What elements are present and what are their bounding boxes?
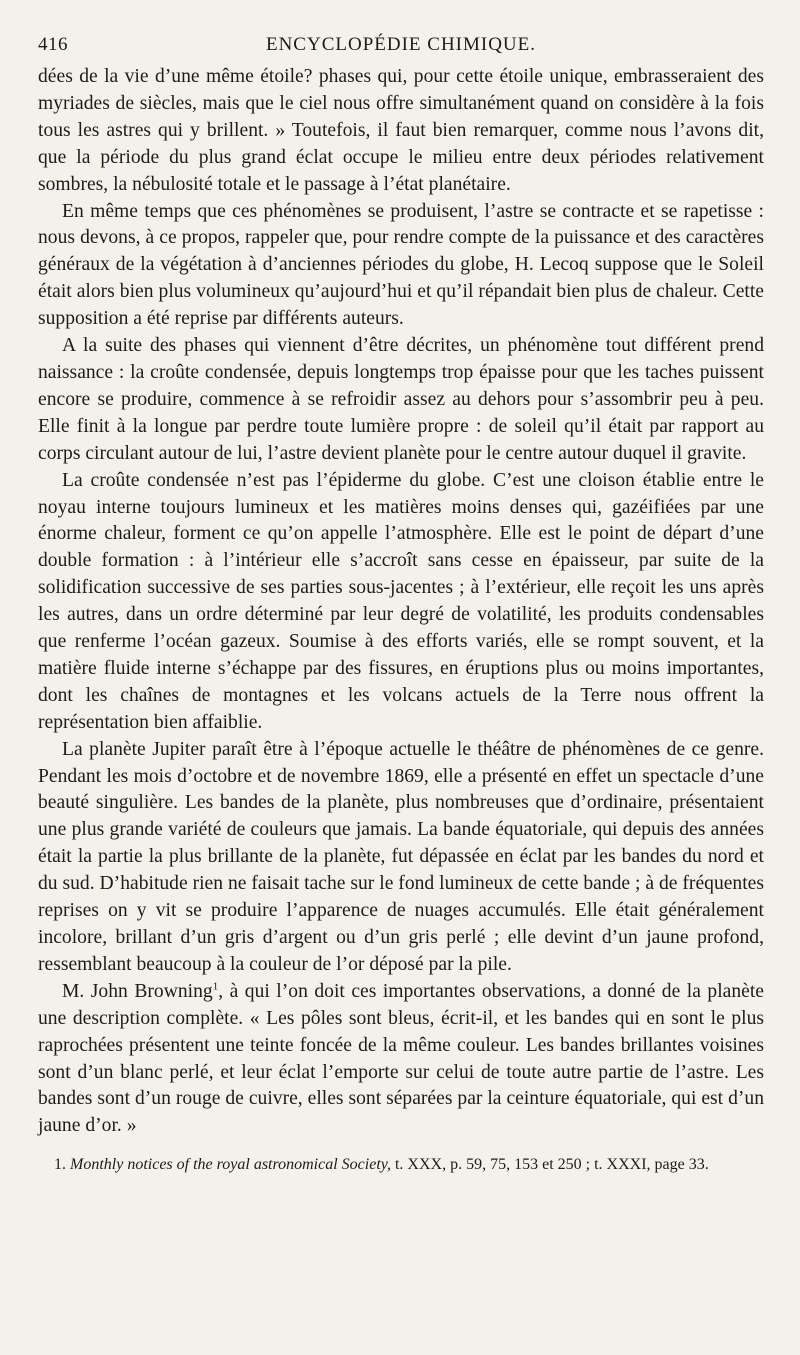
- paragraph-continuation: dées de la vie d’une même étoile? phases qui, pour cette étoile unique, embrasseraient des myriades de siècles, mais que le ciel nous offre simultanément quand on considère à la fois tous les astres qui y brillent. » Toutefois, il faut bien remarquer, comme nous l’avons dit, que la période du plus grand éclat occupe le milieu entre deux périodes relativement sombres, la nébulosité totale et le passage à l’état planétaire.: [38, 66, 764, 195]
- footnote: [38, 1154, 764, 1175]
- browning-text-start: M. John Browning: [62, 980, 213, 1002]
- footnote-source: Monthly notices of the royal astronomical Society,: [70, 1156, 391, 1174]
- paragraph-crust: La croûte condensée n’est pas l’épiderme du globe. C’est une cloison établie entre le noyau interne toujours lumineux et les matières moins denses qui, gazéifiées par une énorme chaleur, forment ce qu’on appelle l’atmosphère. Elle est le point de départ d’une double formation : à l’intérieur elle s’accroît sans cesse en épaisseur, par suite de la solidification successive de ses parties sous-jacentes ; à l’extérieur, elle reçoit les uns après les autres, dans un ordre déterminé par leur degré de volatilité, les produits condensables que renferme l’océan gazeux. Soumise à des efforts variés, elle se rompt souvent, et la matière fluide interne s’échappe par des fissures, en éruptions plus ou moins importantes, dont les chaînes de montagnes et les volcans actuels de la Terre nous offrent la représentation bien affaiblie.: [38, 469, 764, 733]
- paragraph-contraction: En même temps que ces phénomènes se produisent, l’astre se contracte et se rapetisse : nous devons, à ce propos, rappeler que, pour rendre compte de la puissance et des caractères généraux de la végétation à d’anciennes périodes du globe, H. Lecoq suppose que le Soleil était alors bien plus volumineux qu’aujourd’hui et qu’il répandait bien plus de chaleur. Cette supposition a été reprise par différents auteurs.: [38, 200, 764, 330]
- body-text: [38, 64, 764, 1140]
- paragraph-browning: [38, 979, 764, 1140]
- paragraph-jupiter: La planète Jupiter paraît être à l’époque actuelle le théâtre de phénomènes de ce genre. Pendant les mois d’octobre et de novembre 1869, elle a présenté en effet un spectacle d’une beauté singulière. Les bandes de la planète, plus nombreuses que d’ordinaire, présentaient une plus grande variété de couleurs que jamais. La bande équatoriale, qui depuis des années était la partie la plus brillante de la planète, fut dépassée en éclat par les bandes du nord et du sud. D’habitude rien ne faisait tache sur le fond lumineux de cette bande ; à de fréquentes reprises on y vit se produire l’apparence de nuages accumulés. Elle était généralement incolore, brillant d’un gris d’argent ou d’un gris perlé ; elle devint d’un jaune profond, ressemblant beaucoup à la couleur de l’or déposé par la pile.: [38, 738, 764, 975]
- page-header: [38, 30, 764, 64]
- footnote-details: t. XXX, p. 59, 75, 153 et 250 ; t. XXXI, page 33.: [394, 1156, 709, 1174]
- footnote-reference: 1: [212, 980, 219, 993]
- running-title: ENCYCLOPÉDIE CHIMIQUE.: [265, 34, 537, 55]
- footnote-number: 1.: [54, 1156, 66, 1174]
- browning-text-end: , à qui l’on doit ces importantes observations, a donné de la planète une description complète. « Les pôles sont bleus, écrit-il, et les bandes qui en sont le plus raprochées présentent une teinte foncée de la même couleur. Les bandes brillantes voisines sont d’un blanc perlé, et leur éclat l’emporte sur celui de toute autre partie de l’astre. Les bandes sont d’un rouge de cuivre, elles sont séparées par la ceinture équatoriale, qui est d’un jaune d’or. »: [38, 980, 764, 1137]
- document-page: [38, 30, 764, 1175]
- paragraph-cooling: A la suite des phases qui viennent d’être décrites, un phénomène tout différent prend naissance : la croûte condensée, depuis longtemps trop épaisse pour que les taches puissent encore se produire, commence à se refroidir assez au dehors pour s’assombrir peu à peu. Elle finit à la longue par perdre toute lumière propre : de soleil qu’il était par rapport au corps circulant autour de lui, l’astre devient planète pour le centre autour duquel il gravite.: [38, 335, 764, 464]
- page-number: 416: [38, 34, 68, 55]
